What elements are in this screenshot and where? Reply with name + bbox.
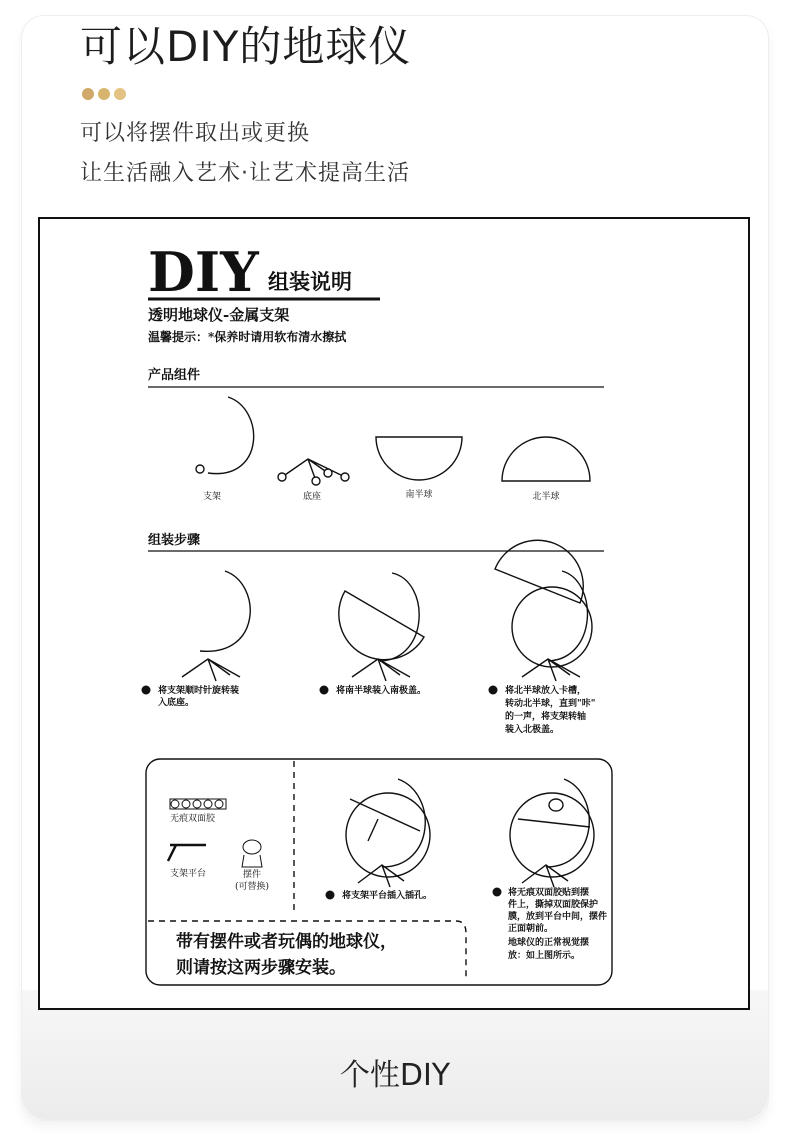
step-3-caption — [489, 684, 596, 735]
dot-3 — [114, 88, 126, 100]
part-stand-drawing — [196, 397, 254, 474]
note-line-2: 则请按这两步骤安装。 — [176, 958, 346, 978]
subtitle-line-2: 让生活融入艺术·让艺术提高生活 — [80, 161, 410, 186]
step-2-line-1: 将南半球装入南极盖。 — [336, 686, 427, 696]
ornament-doll-icon — [242, 840, 262, 867]
box-step-2-caption — [493, 886, 608, 961]
box-step-1-drawing — [346, 779, 430, 887]
manual-illustration — [40, 219, 748, 1008]
part-base-drawing — [278, 459, 349, 485]
step-1-drawing — [182, 571, 250, 681]
step-3-line-3: 的一声，将支架转轴 — [505, 712, 587, 722]
subtitle-line-1: 可以将摆件取出或更换 — [80, 121, 311, 146]
box-step-1-line-1: 将支架平台插入插孔。 — [342, 891, 433, 901]
part-south-hemisphere-drawing — [376, 437, 462, 480]
part-label-stand: 支架 — [202, 492, 222, 502]
decorative-dots — [82, 88, 126, 100]
footer-label: 个性DIY — [339, 1058, 451, 1093]
ornament-label-2: (可替换) — [234, 882, 270, 892]
care-tip: 温馨提示：*保养时请用软布清水擦拭 — [148, 330, 347, 344]
box-step-2-line-2: 件上，撕掉双面胶保护 — [508, 900, 599, 910]
box-step-2-line-1: 将无痕双面胶贴到摆 — [508, 888, 590, 898]
part-label-base: 底座 — [302, 492, 322, 502]
diy-logo: DIY — [148, 240, 259, 304]
steps-title: 组装步骤 — [148, 533, 201, 548]
dot-1 — [82, 88, 94, 100]
part-label-south: 南半球 — [405, 490, 433, 500]
step-2-drawing — [339, 573, 424, 681]
note-line-1: 带有摆件或者玩偶的地球仪， — [176, 932, 397, 952]
step-1-line-2: 入底座。 — [158, 698, 195, 708]
dot-2 — [98, 88, 110, 100]
box-step-1-caption — [326, 889, 433, 901]
box-step-2-drawing — [510, 779, 594, 887]
step-3-line-1: 将北半球放入卡槽， — [505, 686, 587, 696]
ornament-label-1: 摆件 — [242, 870, 262, 880]
box-step-2-line-3: 膜，放到平台中间，摆件 — [508, 912, 608, 922]
platform-icon — [168, 845, 206, 861]
box-step-2-line-5: 地球仪的正常视觉摆 — [508, 938, 590, 948]
assembly-manual-image — [38, 217, 750, 1010]
parts-title: 产品组件 — [148, 368, 201, 383]
box-step-2-line-6: 放：如上图所示。 — [508, 951, 581, 961]
step-1-line-1: 将支架顺时针旋转装 — [158, 686, 240, 696]
box-step-2-line-4: 正面朝前。 — [508, 924, 554, 934]
page-title: 可以DIY的地球仪 — [80, 22, 412, 71]
tape-label: 无痕双面胶 — [170, 814, 216, 824]
platform-label: 支架平台 — [170, 869, 207, 879]
step-1-caption — [142, 684, 240, 708]
part-north-hemisphere-drawing — [502, 437, 590, 481]
step-3-line-4: 装入北极盖。 — [505, 725, 560, 735]
tape-icon — [170, 799, 226, 809]
manual-heading: 组装说明 — [268, 269, 352, 294]
step-2-caption — [320, 684, 427, 696]
step-3-line-2: 转动北半球，直到"咔" — [505, 699, 596, 709]
step-3-drawing — [495, 540, 592, 681]
manual-subtitle: 透明地球仪-金属支架 — [148, 306, 290, 324]
part-label-north: 北半球 — [532, 492, 560, 502]
